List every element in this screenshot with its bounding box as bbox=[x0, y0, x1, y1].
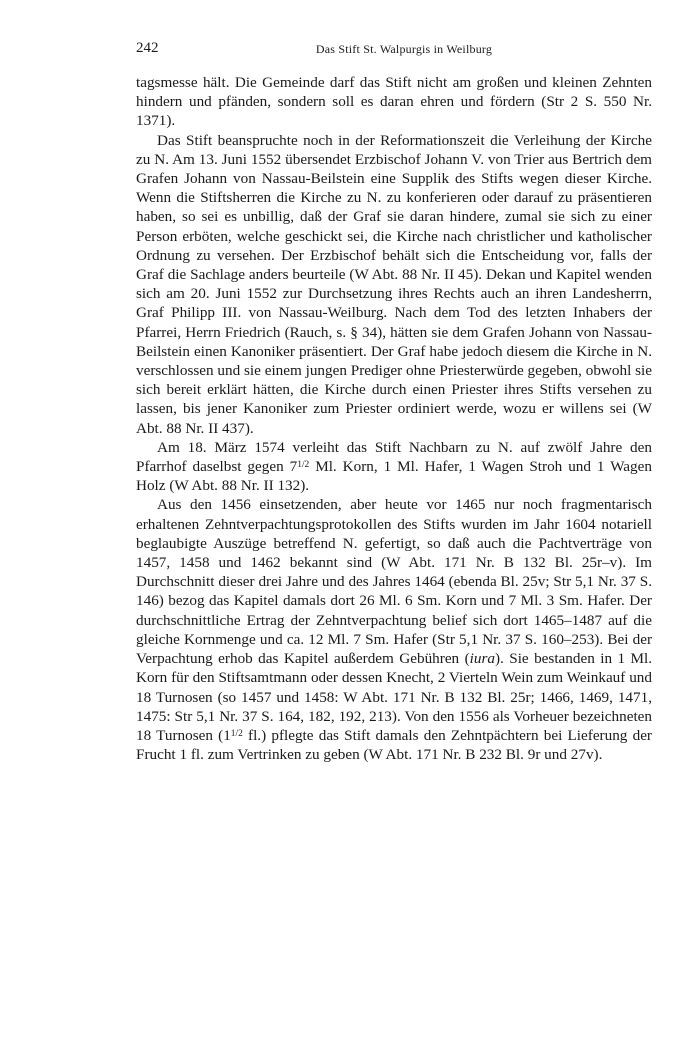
italic-term: iura bbox=[469, 650, 495, 668]
paragraph-pfarrhof bbox=[136, 438, 652, 496]
running-title: Das Stift St. Walpurgis in Weilburg bbox=[315, 42, 493, 56]
paragraph-zehnt bbox=[136, 495, 652, 764]
fraction: 1/2 bbox=[230, 728, 243, 739]
body-text bbox=[136, 73, 652, 764]
paragraph-text-segment: fl.) pflegte das Stift damals den Zehntpächtern bei Lieferung der Frucht 1 fl. zum Vertrinken zu geben (W Abt. 171 Nr. B 232 Bl. 9r und 27v). bbox=[136, 726, 652, 764]
paragraph-reformation: Das Stift beanspruchte noch in der Reformationszeit die Verleihung der Kirche zu N. Am 13. Juni 1552 übersendet Erzbischof Johann V. von Trier aus Bertrich dem Grafen Johann von Nassau-Beilstein eine Supplik des Stifts wegen dieser Kirche. Wenn die Stiftsherren die Kirche zu N. zu konferieren oder darauf zu präsentieren haben, so sei es unbillig, daß der Graf sie daran hindere, zumal sie sich zu einer Person erböten, welche geschickt sei, die Kirche nach christlicher und katholischer Ordnung zu versehen. Der Erzbischof behält sich die Entscheidung vor, falls der Graf die Sachlage anders beurteile (W Abt. 88 Nr. II 45). Dekan und Kapitel wenden sich am 20. Juni 1552 zur Durchsetzung ihres Rechts auch an ihren Landesherrn, Graf Philipp III. von Nassau-Weilburg. Nach dem Tod des letzten Inhabers der Pfarrei, Herrn Friedrich (Rauch, s. § 34), hätten sie dem Grafen Johann von Nassau-Beilstein einen Kanoniker präsentiert. Der Graf habe jedoch diesem die Kirche in N. verschlossen und sie einem jungen Prediger ohne Priesterwürde gegeben, obwohl sie sich bereit erklärt hätten, die Kirche durch einen Priester ihres Stifts versehen zu lassen, bis jener Kanoniker zum Priester ordiniert werde, wozu er willens sei (W Abt. 88 Nr. II 437). bbox=[136, 131, 652, 437]
page-header bbox=[136, 40, 652, 60]
paragraph-text-segment: Aus den 1456 einsetzenden, aber heute vor 1465 nur noch fragmentarisch erhaltenen Zehntverpachtungsprotokollen des Stifts wurden im Jahr 1604 notariell beglaubigte Auszüge betreffend N. gefertigt, so daß auch die Pachtverträge von 1457, 1458 und 1462 bekannt sind (W Abt. 171 Nr. B 132 Bl. 25r–v). Im Durchschnitt dieser drei Jahre und des Jahres 1464 (ebenda Bl. 25v; Str 5,1 Nr. 37 S. 146) bezog das Kapitel damals dort 26 Ml. 6 Sm. Korn und 7 Ml. 3 Sm. Hafer. Der durchschnittliche Ertrag der Zehntverpachtung belief sich dort 1465–1487 auf die gleiche Kornmenge und ca. 12 Ml. 7 Sm. Hafer (Str 5,1 Nr. 37 S. 160–253). Bei der Verpachtung erhob das Kapitel außerdem Gebühren ( bbox=[136, 496, 652, 668]
page-number: 242 bbox=[136, 40, 159, 56]
paragraph-text-segment: Ml. Korn, 1 Ml. Hafer, 1 Wagen Stroh und 1 Wagen Holz (W Abt. 88 Nr. II 132). bbox=[136, 458, 652, 495]
fraction: 1/2 bbox=[297, 459, 310, 470]
paragraph-text-segment: Am 18. März 1574 verleiht das Stift Nachbarn zu N. auf zwölf Jahre den Pfarrhof daselbst gegen 7 bbox=[136, 438, 652, 476]
paragraph-continuation: tagsmesse hält. Die Gemeinde darf das Stift nicht am großen und kleinen Zehnten hindern und pfänden, sondern soll es daran ehren und fördern (Str 2 S. 550 Nr. 1371). bbox=[136, 74, 652, 130]
paragraph-text-segment: ). Sie bestanden in 1 Ml. Korn für den Stiftsamtmann oder dessen Knecht, 2 Vierteln Wein zum Weinkauf und 18 Turnosen (so 1457 und 1458: W Abt. 171 Nr. B 132 Bl. 25r; 1466, 1469, 1471, 1475: Str 5,1 Nr. 37 S. 164, 182, 192, 213). Von den 1556 als Vorheuer bezeichneten 18 Turnosen (1 bbox=[136, 650, 653, 744]
